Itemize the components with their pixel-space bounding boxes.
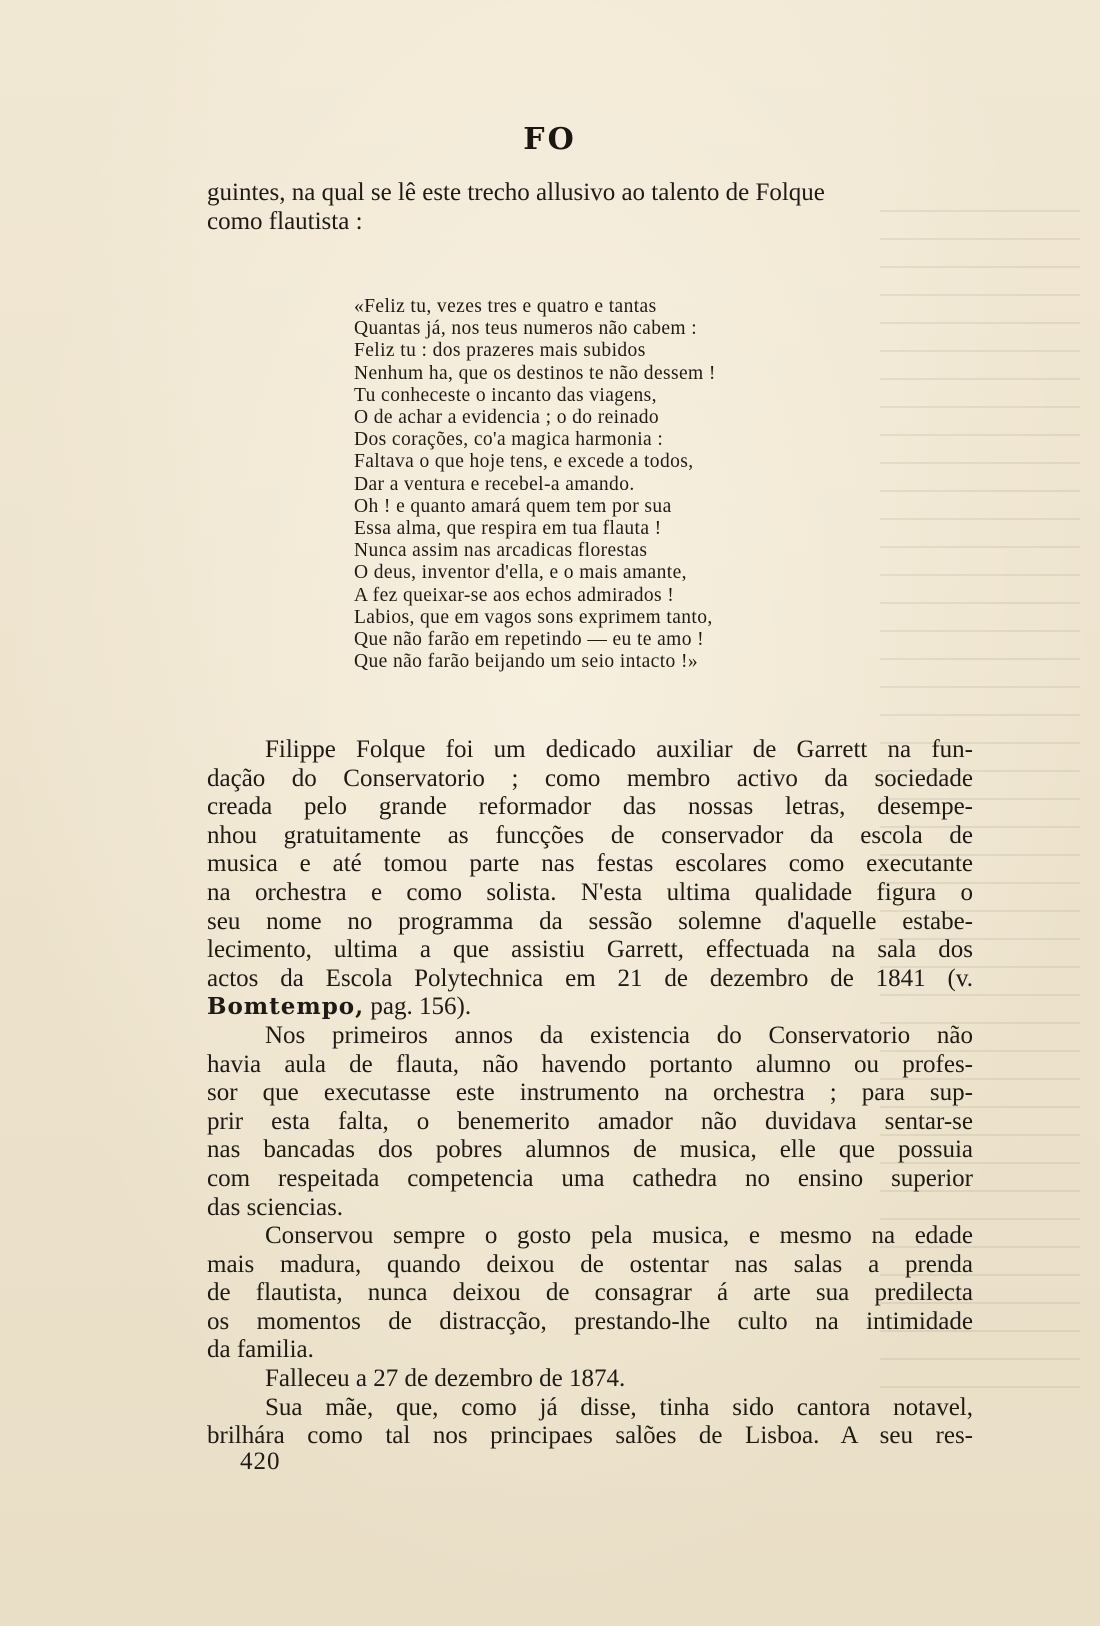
poem-verse: Dar a ventura e recebel-a amando. <box>354 473 635 495</box>
poem-verse: A fez queixar-se aos echos admirados ! <box>354 584 675 606</box>
text-line: como flautista : <box>207 208 363 235</box>
text-line: nas bancadas dos pobres alumnos de musica, elle que possuia <box>207 1136 973 1164</box>
text-line: Conservou sempre o gosto pela musica, e mesmo na edade <box>265 1222 973 1250</box>
cross-reference-name: Bomtempo, <box>207 993 365 1021</box>
text-line <box>207 993 973 1022</box>
poem-verse: Faltava o que hoje tens, e excede a todos, <box>354 451 694 473</box>
text-line: brilhára como tal nos principaes salões de Lisboa. A seu res- <box>207 1422 973 1450</box>
cross-reference-page: pag. 156). <box>364 993 472 1021</box>
poem-verse: Tu conheceste o incanto das viagens, <box>354 384 657 406</box>
text-line: Filippe Folque foi um dedicado auxiliar de Garrett na fun- <box>265 736 973 763</box>
text-line: com respeitada competencia uma cathedra no ensino superior <box>207 1164 973 1192</box>
poem-verse: Oh ! e quanto amará quem tem por sua <box>354 495 672 517</box>
poem-verse: O deus, inventor d'ella, e o mais amante, <box>354 562 687 584</box>
text-line: havia aula de flauta, não havendo portanto alumno ou profes- <box>207 1050 973 1078</box>
text-line: na orchestra e como solista. N'esta ultima qualidade figura o <box>207 878 973 906</box>
poem-verse: Que não farão beijando um seio intacto !» <box>354 651 698 673</box>
text-line: dação do Conservatorio ; como membro activo da sociedade <box>207 764 973 792</box>
poem-verse: Labios, que em vagos sons exprimem tanto, <box>354 606 713 628</box>
text-line: creada pelo grande reformador das nossas letras, desempe- <box>207 793 973 821</box>
poem-verse: Feliz tu : dos prazeres mais subidos <box>354 340 646 362</box>
text-line: lecimento, ultima a que assistiu Garrett, effectuada na sala dos <box>207 936 973 964</box>
text-line: nhou gratuitamente as funcções de conservador da escola de <box>207 821 973 849</box>
text-line: sor que executasse este instrumento na orchestra ; para sup- <box>207 1079 973 1107</box>
text-line: Falleceu a 27 de dezembro de 1874. <box>265 1365 626 1393</box>
body-text <box>207 736 973 1451</box>
text-line: de flautista, nunca deixou de consagrar á arte sua predilecta <box>207 1279 973 1307</box>
text-line: guintes, na qual se lê este trecho allusivo ao talento de Folque <box>207 179 825 206</box>
poem-verse: Quantas já, nos teus numeros não cabem : <box>354 318 698 340</box>
poem-verse: Que não farão em repetindo — eu te amo ! <box>354 629 705 651</box>
page-number: 420 <box>240 1448 281 1475</box>
text-line: musica e até tomou parte nas festas escolares como executante <box>207 850 973 878</box>
poem-verse: Nenhum ha, que os destinos te não dessem ! <box>354 362 716 384</box>
running-head: FO <box>523 122 577 157</box>
poem-verse: Essa alma, que respira em tua flauta ! <box>354 518 662 540</box>
poem-verse: O de achar a evidencia ; o do reinado <box>354 407 659 429</box>
text-line: os momentos de distracção, prestando-lhe culto na intimidade <box>207 1307 973 1335</box>
text-line: das sciencias. <box>207 1193 344 1221</box>
poem-verse: Nunca assim nas arcadicas florestas <box>354 540 648 562</box>
poem-verse: «Feliz tu, vezes tres e quatro e tantas <box>354 296 657 317</box>
poem-quotation <box>354 296 834 673</box>
text-line: Sua mãe, que, como já disse, tinha sido cantora notavel, <box>265 1393 973 1421</box>
text-line: Nos primeiros annos da existencia do Conservatorio não <box>265 1021 973 1049</box>
intro-paragraph <box>207 178 997 236</box>
text-line: mais madura, quando deixou de ostentar nas salas a prenda <box>207 1250 973 1278</box>
poem-verse: Dos corações, co'a magica harmonia : <box>354 429 664 451</box>
text-line: da familia. <box>207 1336 314 1364</box>
text-line: prir esta falta, o benemerito amador não duvidava sentar-se <box>207 1107 973 1135</box>
text-line: seu nome no programma da sessão solemne d'aquelle estabe- <box>207 907 973 935</box>
text-line: actos da Escola Polytechnica em 21 de dezembro de 1841 (v. <box>207 964 973 992</box>
